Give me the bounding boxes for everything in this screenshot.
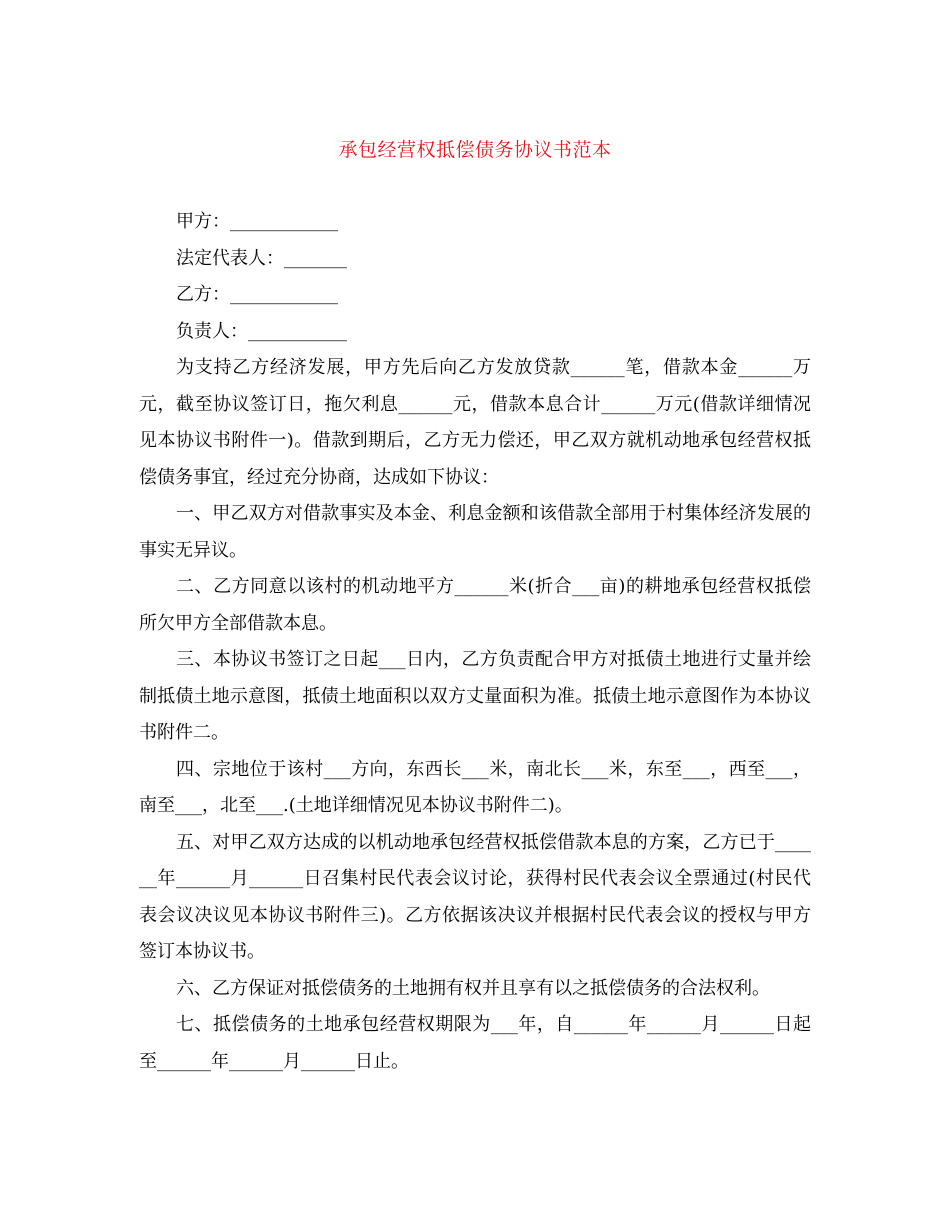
document-title: 承包经营权抵偿债务协议书范本: [338, 139, 612, 161]
party-b-line: 乙方：____________: [176, 284, 338, 305]
person-in-charge-line: 负责人：___________: [176, 320, 347, 342]
clause-5-paragraph: 五、对甲乙双方达成的以机动地承包经营权抵偿借款本息的方案，乙方已于______年______月______日召集村民代表会议讨论，获得村民代表会议全票通过(村民代表会议决议见本协议书附件三)。乙方依据该决议并根据村民代表会议的授权与甲方签订本协议书。: [139, 831, 811, 962]
clause-6-paragraph: 六、乙方保证对抵偿债务的土地拥有权并且享有以之抵偿债务的合法权利。: [176, 977, 770, 999]
legal-representative-line: 法定代表人：_______: [176, 247, 347, 269]
clause-1-paragraph: 一、甲乙双方对借款事实及本金、利息金额和该借款全部用于村集体经济发展的事实无异议。: [139, 503, 811, 561]
preamble-paragraph: 为支持乙方经济发展，甲方先后向乙方发放贷款______笔，借款本金______万元，截至协议签订日，拖欠利息______元，借款本息合计______万元(借款详细情况见本协议书附件一)。借款到期后，乙方无力偿还，甲乙双方就机动地承包经营权抵偿债务事宜，经过充分协商，达成如下协议：: [139, 357, 811, 488]
clause-4-paragraph: 四、宗地位于该村___方向，东西长___米，南北长___米，东至___，西至___，南至___，北至___.(土地详细情况见本协议书附件二)。: [139, 758, 811, 816]
clause-3-paragraph: 三、本协议书签订之日起___日内，乙方负责配合甲方对抵债土地进行丈量并绘制抵债土地示意图，抵债土地面积以双方丈量面积为准。抵债土地示意图作为本协议书附件二。: [139, 649, 811, 743]
clause-7-paragraph: 七、抵偿债务的土地承包经营权期限为___年，自______年______月______日起至______年______月______日止。: [139, 1014, 811, 1072]
party-a-line: 甲方：____________: [176, 211, 338, 232]
clause-2-paragraph: 二、乙方同意以该村的机动地平方______米(折合___亩)的耕地承包经营权抵偿所欠甲方全部借款本息。: [139, 576, 811, 634]
document-body: [139, 204, 811, 1080]
